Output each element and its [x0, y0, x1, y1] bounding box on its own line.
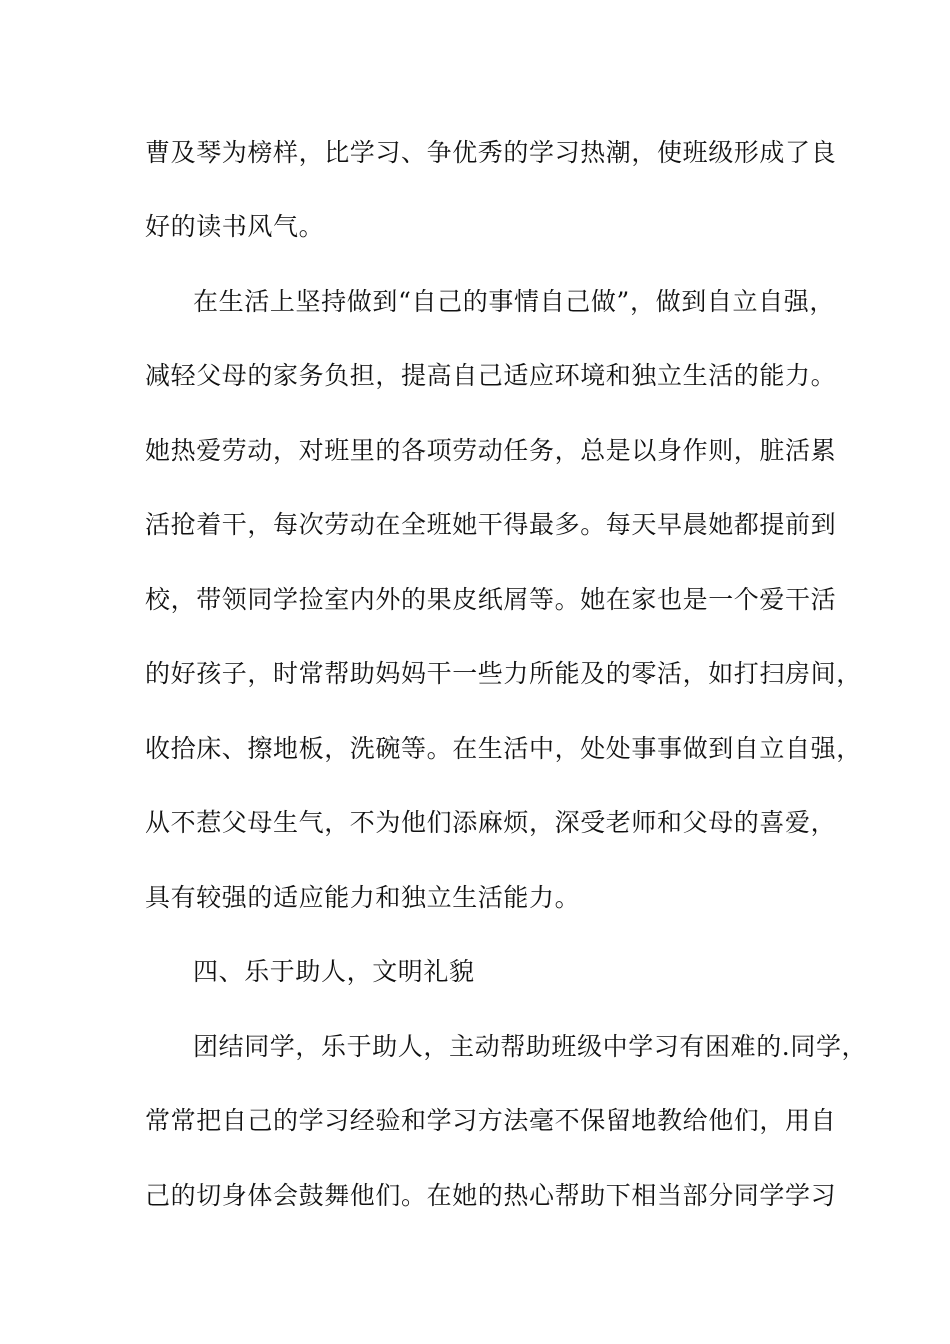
text-line-7: 校，带领同学捡室内外的果皮纸屑等。她在家也是一个爱干活 — [145, 585, 837, 614]
text-line-10: 从不惹父母生气，不为他们添麻烦，深受老师和父母的喜爱， — [145, 808, 837, 837]
text-line-13: 团结同学，乐于助人，主动帮助班级中学习有困难的.同学， — [193, 1032, 868, 1061]
section-heading: 四、乐于助人，文明礼貌 — [193, 957, 475, 986]
text-line-3: 在生活上坚持做到“自己的事情自己做”，做到自立自强， — [193, 287, 835, 316]
text-line-11: 具有较强的适应能力和独立生活能力。 — [145, 883, 581, 912]
text-line-6: 活抢着干，每次劳动在全班她干得最多。每天早晨她都提前到 — [145, 510, 837, 539]
text-line-9: 收拾床、擦地板，洗碗等。在生活中，处处事事做到自立自强， — [145, 734, 862, 763]
text-line-4: 减轻父母的家务负担，提高自己适应环境和独立生活的能力。 — [145, 361, 837, 390]
text-line-5: 她热爱劳动，对班里的各项劳动任务，总是以身作则，脏活累 — [145, 436, 837, 465]
text-line-15: 己的切身体会鼓舞他们。在她的热心帮助下相当部分同学学习 — [145, 1181, 837, 1210]
text-line-2: 好的读书风气。 — [145, 212, 325, 241]
text-line-8: 的好孩子，时常帮助妈妈干一些力所能及的零活，如打扫房间， — [145, 659, 862, 688]
text-line-1: 曹及琴为榜样，比学习、争优秀的学习热潮，使班级形成了良 — [145, 138, 837, 167]
text-line-14: 常常把自己的学习经验和学习方法毫不保留地教给他们，用自 — [145, 1106, 837, 1135]
